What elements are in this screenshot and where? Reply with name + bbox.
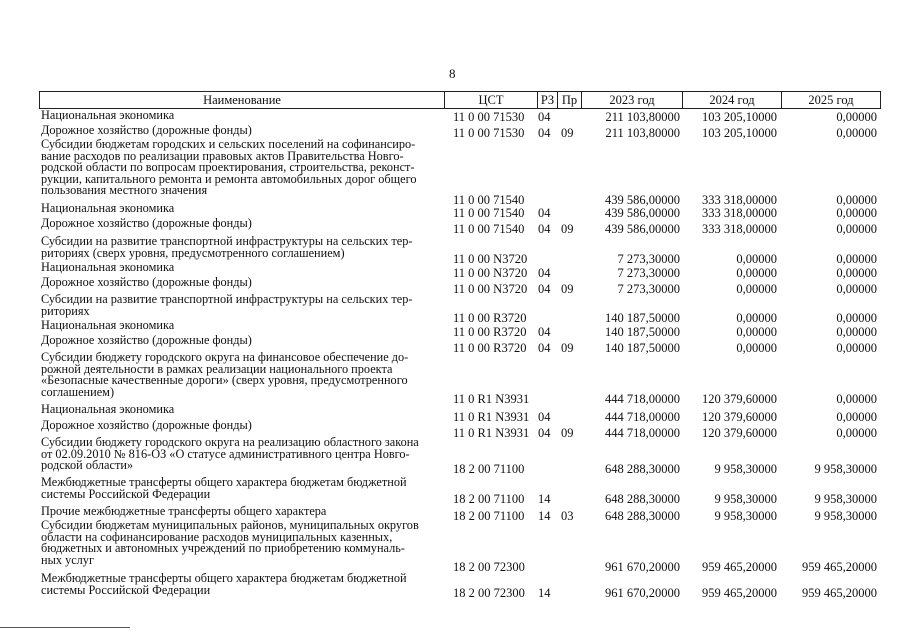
row-name: Дорожное хозяйство (дорожные фонды): [41, 275, 252, 289]
row-2023: 439 586,00000: [605, 206, 680, 220]
row-2023: 961 670,20000: [605, 586, 680, 600]
row-2025: 959 465,20000: [802, 560, 877, 574]
row-name: Дорожное хозяйство (дорожные фонды): [41, 333, 252, 347]
row-2024: 333 318,00000: [702, 222, 777, 236]
row-2023: 7 273,30000: [617, 252, 680, 266]
row-rz: 04: [538, 110, 551, 124]
row-2025: 0,00000: [836, 126, 877, 140]
header-name: Наименование: [39, 91, 445, 109]
row-2023: 211 103,80000: [605, 110, 680, 124]
row-tsst: 11 0 R1 N3931: [453, 410, 530, 424]
row-name: Субсидии бюджетам муниципальных районов, муниципальных округов области на софинансирование расходов муниципальных казенных, бюджетных и автономных учреждений по приобретению коммуналь- ных услуг: [41, 518, 419, 567]
row-2024: 9 958,30000: [714, 509, 777, 523]
row-2024: 0,00000: [736, 311, 777, 325]
row-name: Национальная экономика: [41, 260, 175, 274]
row-2025: 0,00000: [836, 392, 877, 406]
row-2025: 0,00000: [836, 110, 877, 124]
row-pr: 09: [561, 126, 574, 140]
row-name: Субсидии бюджету городского округа на реализацию областного закона от 02.09.2010 № 816-ОЗ «О статусе административного центра Новго- родской области»: [41, 435, 419, 473]
row-tsst: 11 0 00 71540: [453, 193, 525, 207]
row-2023: 7 273,30000: [617, 266, 680, 280]
row-name: Межбюджетные трансферты общего характера бюджетам бюджетной системы Российской Федерации: [41, 475, 407, 501]
row-name: Дорожное хозяйство (дорожные фонды): [41, 216, 252, 230]
row-name: Национальная экономика: [41, 402, 175, 416]
page-number: 8: [449, 66, 456, 81]
row-2024: 9 958,30000: [714, 462, 777, 476]
header-pr: Пр: [557, 91, 582, 109]
row-tsst: 11 0 00 R3720: [453, 341, 527, 355]
row-2024: 0,00000: [736, 252, 777, 266]
row-2023: 140 187,50000: [605, 311, 680, 325]
row-tsst: 11 0 00 N3720: [453, 266, 528, 280]
row-rz: 04: [538, 206, 551, 220]
row-2023: 444 718,00000: [605, 410, 680, 424]
row-tsst: 18 2 00 71100: [453, 509, 525, 523]
row-rz: 04: [538, 426, 551, 440]
row-2024: 120 379,60000: [702, 410, 777, 424]
row-2024: 0,00000: [736, 282, 777, 296]
row-2025: 0,00000: [836, 266, 877, 280]
row-2025: 0,00000: [836, 341, 877, 355]
row-tsst: 18 2 00 71100: [453, 462, 525, 476]
header-tsst: ЦСТ: [444, 91, 538, 109]
header-2024: 2024 год: [682, 91, 782, 109]
footer-rule: [0, 627, 130, 628]
row-rz: 04: [538, 222, 551, 236]
row-2023: 648 288,30000: [605, 462, 680, 476]
row-pr: 09: [561, 341, 574, 355]
row-2025: 9 958,30000: [814, 509, 877, 523]
row-pr: 09: [561, 222, 574, 236]
row-pr: 03: [561, 509, 574, 523]
row-2024: 333 318,00000: [702, 193, 777, 207]
row-2023: 444 718,00000: [605, 392, 680, 406]
row-rz: 04: [538, 266, 551, 280]
row-rz: 14: [538, 492, 551, 506]
row-2023: 439 586,00000: [605, 222, 680, 236]
row-name: Субсидии бюджетам городских и сельских поселений на софинансиро- вание расходов по реализации правовых актов Правительства Новго- родской области по вопросам проектирования, строительства, реконст- рукции, капитального ремонта и ремонта автомобильных дорог общего пользования местного значения: [41, 137, 417, 198]
row-name: Субсидии бюджету городского округа на финансовое обеспечение до- рожной деятельности в рамках реализации национального проекта «Безопасные качественные дороги» (сверх уровня, предусмотренного соглашением): [41, 350, 409, 399]
row-tsst: 11 0 00 N3720: [453, 282, 528, 296]
row-2024: 9 958,30000: [714, 492, 777, 506]
row-2023: 140 187,50000: [605, 325, 680, 339]
row-2024: 0,00000: [736, 325, 777, 339]
row-2023: 439 586,00000: [605, 193, 680, 207]
row-2024: 959 465,20000: [702, 560, 777, 574]
row-name: Дорожное хозяйство (дорожные фонды): [41, 123, 252, 137]
row-name: Субсидии на развитие транспортной инфраструктуры на сельских тер- риториях (сверх уровня, предусмотренного соглашением): [41, 234, 413, 260]
row-rz: 14: [538, 586, 551, 600]
row-tsst: 18 2 00 72300: [453, 560, 525, 574]
row-2025: 0,00000: [836, 311, 877, 325]
header-rz: РЗ: [537, 91, 558, 109]
row-2024: 959 465,20000: [702, 586, 777, 600]
row-2023: 961 670,20000: [605, 560, 680, 574]
row-2025: 0,00000: [836, 206, 877, 220]
row-2025: 0,00000: [836, 252, 877, 266]
row-name: Национальная экономика: [41, 201, 175, 215]
row-name: Национальная экономика: [41, 108, 175, 122]
row-2023: 648 288,30000: [605, 492, 680, 506]
row-2023: 444 718,00000: [605, 426, 680, 440]
row-pr: 09: [561, 282, 574, 296]
row-tsst: 18 2 00 71100: [453, 492, 525, 506]
row-pr: 09: [561, 426, 574, 440]
row-tsst: 18 2 00 72300: [453, 586, 525, 600]
row-rz: 04: [538, 410, 551, 424]
row-2024: 0,00000: [736, 266, 777, 280]
row-2025: 9 958,30000: [814, 462, 877, 476]
row-rz: 14: [538, 509, 551, 523]
row-2024: 103 205,10000: [702, 126, 777, 140]
row-2025: 0,00000: [836, 282, 877, 296]
row-2025: 959 465,20000: [802, 586, 877, 600]
row-2024: 120 379,60000: [702, 426, 777, 440]
row-2024: 0,00000: [736, 341, 777, 355]
row-tsst: 11 0 R1 N3931: [453, 392, 530, 406]
row-2025: 0,00000: [836, 193, 877, 207]
row-name: Дорожное хозяйство (дорожные фонды): [41, 418, 252, 432]
row-2025: 0,00000: [836, 325, 877, 339]
row-tsst: 11 0 R1 N3931: [453, 426, 530, 440]
row-name: Национальная экономика: [41, 318, 175, 332]
row-2023: 648 288,30000: [605, 509, 680, 523]
row-tsst: 11 0 00 71540: [453, 222, 525, 236]
row-tsst: 11 0 00 71530: [453, 126, 525, 140]
row-2023: 140 187,50000: [605, 341, 680, 355]
row-name: Межбюджетные трансферты общего характера бюджетам бюджетной системы Российской Федерации: [41, 571, 407, 597]
row-tsst: 11 0 00 N3720: [453, 252, 528, 266]
row-tsst: 11 0 00 R3720: [453, 325, 527, 339]
row-2023: 7 273,30000: [617, 282, 680, 296]
row-tsst: 11 0 00 71540: [453, 206, 525, 220]
row-rz: 04: [538, 282, 551, 296]
row-name: Прочие межбюджетные трансферты общего характера: [41, 504, 327, 518]
header-2023: 2023 год: [581, 91, 683, 109]
row-2024: 120 379,60000: [702, 392, 777, 406]
row-tsst: 11 0 00 71530: [453, 110, 525, 124]
row-2024: 103 205,10000: [702, 110, 777, 124]
row-2023: 211 103,80000: [605, 126, 680, 140]
row-2024: 333 318,00000: [702, 206, 777, 220]
row-tsst: 11 0 00 R3720: [453, 311, 527, 325]
row-2025: 0,00000: [836, 426, 877, 440]
row-rz: 04: [538, 341, 551, 355]
row-rz: 04: [538, 126, 551, 140]
row-2025: 9 958,30000: [814, 492, 877, 506]
header-2025: 2025 год: [781, 91, 881, 109]
row-2025: 0,00000: [836, 410, 877, 424]
row-rz: 04: [538, 325, 551, 339]
row-name: Субсидии на развитие транспортной инфраструктуры на сельских тер- риториях: [41, 292, 413, 318]
row-2025: 0,00000: [836, 222, 877, 236]
